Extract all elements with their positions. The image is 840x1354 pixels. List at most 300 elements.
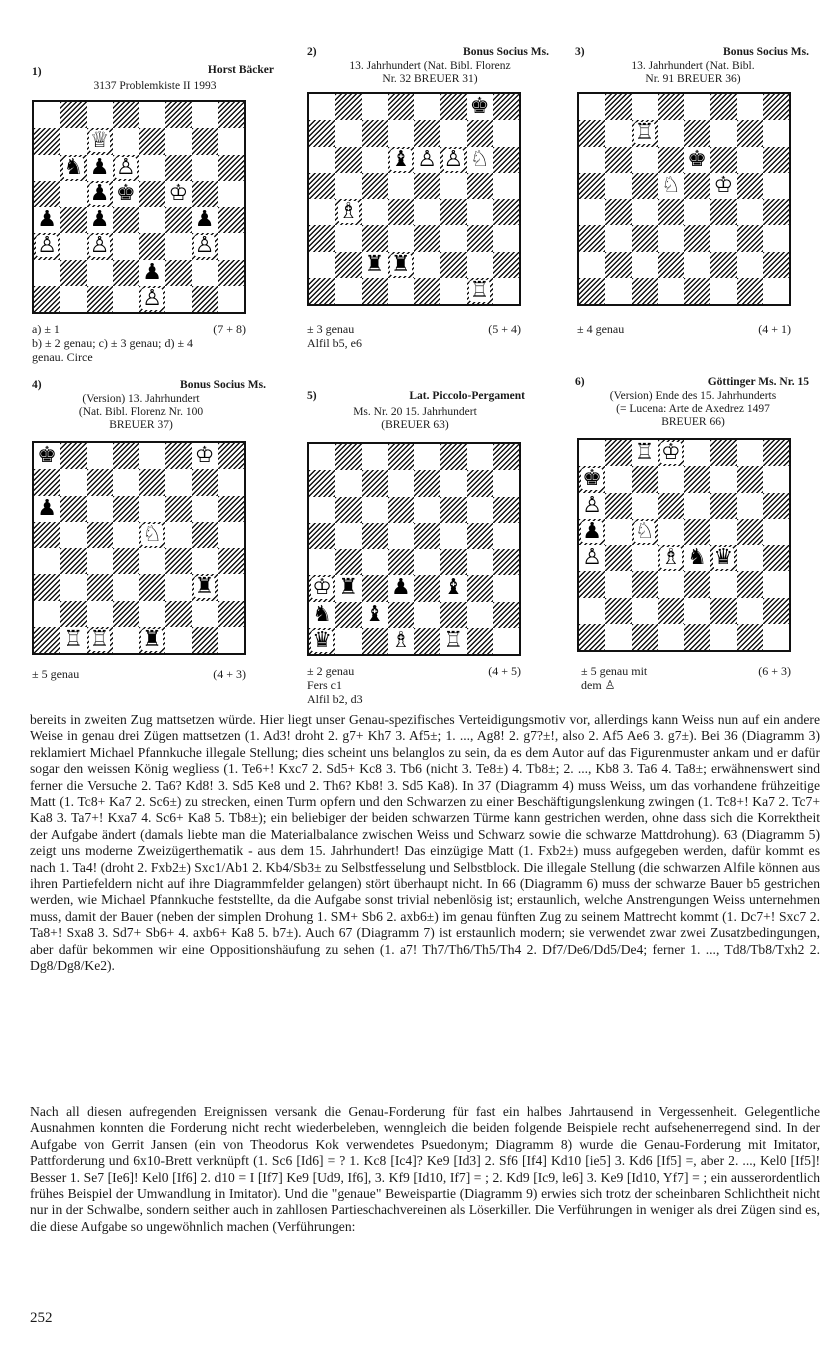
board-square [737, 173, 763, 199]
board-square [605, 493, 631, 519]
board-square [87, 128, 113, 154]
black-pawn-icon: ♟ [582, 518, 602, 544]
diagram-3 [573, 42, 823, 336]
board-square [309, 575, 335, 601]
stipulation: ± 2 genau [307, 664, 355, 678]
board-square [632, 519, 658, 545]
board-square [218, 260, 244, 286]
board-square [632, 545, 658, 571]
black-rook-icon: ♜ [194, 574, 215, 600]
board-square [139, 260, 165, 286]
board-square [579, 571, 605, 597]
diagram-number: 3) [575, 46, 585, 58]
board-square [467, 628, 493, 654]
board-square [388, 575, 414, 601]
board-square [440, 120, 466, 146]
board-square [87, 627, 113, 653]
board-square [335, 444, 361, 470]
diagram-source-line: Nr. 91 BREUER 36) [645, 73, 741, 85]
board-square [388, 628, 414, 654]
diagram-source-line: (Version) Ende des 15. Jahrhunderts [609, 390, 777, 402]
board-square [362, 147, 388, 173]
board-square [658, 94, 684, 120]
board-square [467, 575, 493, 601]
board-square [632, 466, 658, 492]
board-square [34, 128, 60, 154]
board-square [684, 252, 710, 278]
board-square [192, 443, 218, 469]
board-square [113, 548, 139, 574]
diagram-6 [573, 372, 823, 692]
board-square [440, 575, 466, 601]
board-square [605, 225, 631, 251]
board-square [763, 278, 789, 304]
board-square [218, 155, 244, 181]
board-square [763, 147, 789, 173]
board-square [165, 469, 191, 495]
board-square [192, 601, 218, 627]
board-square [165, 102, 191, 128]
board-square [684, 120, 710, 146]
board-square [60, 469, 86, 495]
black-knight-icon: ♞ [687, 545, 707, 571]
board-square [362, 602, 388, 628]
chess-board [307, 442, 521, 656]
board-square [414, 120, 440, 146]
black-king-icon: ♚ [37, 443, 57, 469]
board-square [440, 602, 466, 628]
board-square [710, 147, 736, 173]
white-pawn-icon: ♙ [582, 492, 602, 518]
board-square [113, 155, 139, 181]
diagram-caption [581, 664, 791, 692]
black-rook-icon: ♜ [142, 626, 162, 652]
board-square [60, 207, 86, 233]
board-square [737, 225, 763, 251]
piece-count: (7 + 8) [213, 322, 246, 336]
board-square [87, 522, 113, 548]
board-square [605, 519, 631, 545]
board-square [658, 571, 684, 597]
board-square [362, 278, 388, 304]
diagram-source-line: BREUER 66) [661, 416, 725, 428]
board-square [493, 628, 519, 654]
board-square [493, 575, 519, 601]
board-square [362, 470, 388, 496]
board-square [165, 181, 191, 207]
board-square [218, 207, 244, 233]
board-square [192, 128, 218, 154]
board-square [113, 102, 139, 128]
board-square [113, 522, 139, 548]
board-square [34, 496, 60, 522]
diagram-number: 5) [307, 390, 317, 402]
board-square [218, 522, 244, 548]
board-square [335, 523, 361, 549]
board-square [467, 225, 493, 251]
diagram-source-line: (BREUER 63) [381, 419, 449, 431]
board-square [362, 523, 388, 549]
board-square [60, 601, 86, 627]
board-square [763, 519, 789, 545]
board-square [605, 624, 631, 650]
board-square [113, 260, 139, 286]
board-square [605, 466, 631, 492]
board-square [737, 598, 763, 624]
board-square [139, 443, 165, 469]
board-square [658, 545, 684, 571]
board-square [710, 252, 736, 278]
board-square [414, 628, 440, 654]
board-square [440, 252, 466, 278]
board-square [493, 225, 519, 251]
board-square [440, 278, 466, 304]
board-square [113, 443, 139, 469]
board-square [440, 444, 466, 470]
board-square [605, 598, 631, 624]
board-square [388, 147, 414, 173]
board-square [737, 94, 763, 120]
board-square [763, 624, 789, 650]
board-square [113, 574, 139, 600]
diagram-source-line: BREUER 37) [109, 419, 173, 431]
board-square [467, 497, 493, 523]
board-square [684, 199, 710, 225]
board-square [579, 225, 605, 251]
board-square [309, 628, 335, 654]
board-square [362, 444, 388, 470]
board-square [710, 571, 736, 597]
board-square [737, 571, 763, 597]
white-pawn-icon: ♙ [443, 146, 464, 172]
board-square [388, 199, 414, 225]
board-square [414, 470, 440, 496]
board-square [218, 469, 244, 495]
black-king-icon: ♚ [469, 94, 490, 120]
board-square [113, 496, 139, 522]
board-square [192, 496, 218, 522]
white-bishop-icon: ♗ [391, 627, 411, 653]
board-square [684, 466, 710, 492]
board-square [737, 440, 763, 466]
board-square [763, 571, 789, 597]
diagram-number: 2) [307, 46, 317, 58]
board-square [309, 497, 335, 523]
diagram-source-line: 13. Jahrhundert (Nat. Bibl. [631, 60, 755, 72]
board-square [139, 181, 165, 207]
board-square [87, 469, 113, 495]
board-square [362, 120, 388, 146]
board-square [684, 598, 710, 624]
chess-board [577, 438, 791, 652]
board-square [684, 173, 710, 199]
board-square [710, 466, 736, 492]
board-square [440, 199, 466, 225]
page-number: 252 [30, 1310, 53, 1326]
board-square [414, 549, 440, 575]
board-square [362, 628, 388, 654]
white-rook-icon: ♖ [63, 626, 84, 652]
board-square [113, 128, 139, 154]
black-pawn-icon: ♟ [37, 495, 57, 521]
board-square [684, 493, 710, 519]
board-square [684, 147, 710, 173]
black-pawn-icon: ♟ [391, 575, 411, 601]
chess-board [307, 92, 521, 306]
board-square [34, 601, 60, 627]
board-square [388, 470, 414, 496]
stipulation: ± 5 genau [32, 667, 80, 681]
board-square [579, 519, 605, 545]
board-square [192, 207, 218, 233]
board-square [87, 102, 113, 128]
board-square [440, 94, 466, 120]
caption-extra: b) ± 2 genau; c) ± 3 genau; d) ± 4 [32, 336, 194, 350]
body-paragraph: Nach all diesen aufregenden Ereignissen versank die Genau-Forderung für fast ein halbes Jahrtausend in Vergessenheit. Gelegentliche Ausnahmen konnten die Forderung nicht recht wiederbeleben, wenngleich die beiden folgende Beispiele recht aufsehenerregend sind. In der Aufgabe von Gerrit Jansen (ein von Theodorus Kok verwendetes Psuedonym; Diagramm 8) wurde die Genau-Forderung mit Imitator, Pattforderung und 6x10-Brett verknüpft (1. Sc6 [Id6] = ? 1. Kc8 [Ic4]? Ke9 [Id3] 2. Sf6 [If4] Kd10 [ie5] 3. Kd6 [If5] =, aber 2. ..., Kel0 [If5]! Besser 1. Se7 [Ie6]! Kel0 [If6] 2. d10 = I [If7] Ke9 [Ud9, If6], 3. Kf9 [Id10, If7] = ; 2. Kd9 [Ic9, le6] 3. Ke9 [Id10, Yf7] = ; ein ausserordentlich frühes Beispiel der Umwandlung in Imitator). Und die "genaue" Beweispartie (Diagramm 9) erwies sich trotz der scheinbaren Schlichtheit nicht nur in der Schwalbe, sondern seither auch in zahllosen Partieschachvereinen als Löserkiller. Die Verführungen in weniger als drei Zügen sind es, die diese Aufgabe so ungewöhnlich machen (Verführungen: [30, 1104, 820, 1234]
board-square [165, 207, 191, 233]
board-square [632, 598, 658, 624]
board-square [414, 278, 440, 304]
diagram-author: Bonus Socius Ms. [180, 379, 266, 391]
board-square [658, 278, 684, 304]
white-pawn-icon: ♙ [37, 233, 57, 259]
board-square [414, 602, 440, 628]
board-square [218, 496, 244, 522]
piece-count: (6 + 3) [758, 664, 791, 678]
body-paragraph: bereits in zweiten Zug mattsetzen würde. Hier liegt unser Genau-spezifisches Verteidigungsmotiv vor, allerdings kann Weiss nun auf ein andere Weise in genau drei Zügen mattsetzen (1. Ad3! droht 2. g7+ Kh7 3. Af5±; 1. ..., Ag8! 2. g7?±!, also 2. Af5 Ae6 3. g7±). Bei 36 (Diagramm 3) reklamiert Michael Pfannkuche illegale Stellung; dies scheint uns belanglos zu sein, da es dem Autor auf das Figurenmuster ankam und er dafür sogar den weissen König wegliess (1. Te6+! Kxc7 2. Sd5+ Kc8 3. Tb6 (nicht 3. Te8±) 4. Tb8±; 2. ..., Kb8 3. Ta6 4. Ta8±; erwähnenswert sind ferner die Versuche 2. Ta6? Kd8! 3. Sd5 Ke8 und 2. Th6? Kb8! 3. Sd5 Ka8). In 37 (Diagramm 4) muss Weiss, um das vorhandene frühzeitige Matt (1. Tc8+ Ka7 2. Sc6±) zu strecken, einen Turm opfern und den Schwarzen zu einer Beschäftigungslenkung zwingen (1. Tc8+! Ka7 2. Tc7+ Ka8 3. Ta7+! Kxa7 4. Sc6+ Ka8 5. Tb8±); ein beliebiger der beiden schwarzen Türme kann gestrichen werden, ohne dass sich die Korrektheit der Aufgabe ändert (damals liebte man die Materialbalance zwischen Weiss und Schwarz sowie die schwarze Mattdrohung). 63 (Diagramm 5) zeigt uns moderne Zweizügerthematik - aus dem 15. Jahrhundert! Das einzügige Matt (1. Fxb2±) muss aufgegeben werden, dafür kommt es nach 1. Ta4! (droht 2. Fxb2±) Sxc1/Ab1 2. Kb4/Sb3± zu Selbstfesselung und Selbstblock. Die illegale Stellung (die schwarzen Alfile können aus ihren Partiefeldern nicht auf ihre Diagrammfelder gelangen) stört überhaupt nicht. In 66 (Diagramm 6) muss der schwarze Bauer b5 gestrichen werden, wie Michael Pfannkuche feststellte, da die Aufgabe sonst trivial nebenlösig ist; erstaunlich, welche Anstrengungen Weiss unternehmen muss, damit der Bauer (neben der simplen Drohung 1. SM+ Sb6 2. axb6±) im genau fünften Zug zu seinem Mattrecht kommt (1. Dc7+! Sxc7 2. Ta8+! Sxa8 3. Sd7+ Sb6+ 4. axb6+ Ka8 5. b7±). Auch 67 (Diagramm 7) ist erstaunlich modern; sie verwendet zwar zwei Zusatzbedingungen, aber dafür bekommen wir eine Oppositionshäufung zu sehen (1. a7! Th7/Th6/Th5/Th4 2. Df7/De6/Dd5/De4; ferner 1. ..., Td8/Tb8/Txh2 2. Dg8/Dg8/Ke2). [30, 712, 820, 974]
board-square [87, 181, 113, 207]
board-square [440, 470, 466, 496]
board-square [763, 225, 789, 251]
board-square [579, 545, 605, 571]
board-square [192, 548, 218, 574]
board-square [362, 199, 388, 225]
board-square [710, 173, 736, 199]
board-square [309, 147, 335, 173]
diagram-number: 4) [32, 379, 42, 391]
board-square [218, 548, 244, 574]
board-square [34, 260, 60, 286]
diagram-5 [305, 386, 555, 706]
board-square [388, 523, 414, 549]
black-pawn-icon: ♟ [89, 207, 110, 233]
board-square [440, 523, 466, 549]
board-square [710, 120, 736, 146]
board-square [165, 233, 191, 259]
white-rook-icon: ♖ [469, 277, 490, 303]
piece-count: (5 + 4) [488, 322, 521, 336]
board-square [87, 260, 113, 286]
board-square [605, 252, 631, 278]
board-square [737, 278, 763, 304]
board-square [579, 173, 605, 199]
board-square [658, 440, 684, 466]
chess-board [32, 441, 246, 655]
black-bishop-icon: ♝ [443, 575, 464, 601]
black-king-icon: ♚ [116, 180, 136, 206]
board-square [684, 278, 710, 304]
board-square [87, 548, 113, 574]
board-square [335, 278, 361, 304]
white-rook-icon: ♖ [89, 626, 110, 652]
diagram-2 [305, 42, 555, 350]
board-square [335, 602, 361, 628]
diagram-caption [32, 667, 246, 681]
board-square [493, 523, 519, 549]
board-square [579, 94, 605, 120]
white-king-icon: ♔ [194, 443, 215, 469]
caption-extra: dem ♙ [581, 678, 616, 692]
white-rook-icon: ♖ [634, 440, 655, 466]
board-square [684, 545, 710, 571]
board-square [60, 233, 86, 259]
board-square [632, 94, 658, 120]
white-queen-icon: ♕ [89, 128, 110, 154]
board-square [493, 444, 519, 470]
board-square [658, 598, 684, 624]
board-square [493, 602, 519, 628]
board-square [467, 173, 493, 199]
board-square [309, 602, 335, 628]
diagram-caption [32, 322, 246, 364]
board-square [658, 147, 684, 173]
board-square [139, 574, 165, 600]
board-square [440, 173, 466, 199]
board-square [493, 94, 519, 120]
board-square [710, 225, 736, 251]
board-square [710, 440, 736, 466]
board-square [763, 120, 789, 146]
board-square [414, 225, 440, 251]
white-knight-icon: ♘ [142, 521, 162, 547]
board-square [34, 286, 60, 312]
board-square [192, 181, 218, 207]
board-square [335, 497, 361, 523]
white-king-icon: ♔ [168, 180, 189, 206]
board-square [139, 522, 165, 548]
board-square [218, 443, 244, 469]
board-square [710, 598, 736, 624]
board-square [362, 497, 388, 523]
board-square [87, 574, 113, 600]
white-pawn-icon: ♙ [116, 154, 136, 180]
board-square [763, 545, 789, 571]
board-square [139, 286, 165, 312]
white-bishop-icon: ♗ [338, 199, 359, 225]
board-square [139, 233, 165, 259]
board-square [414, 523, 440, 549]
board-square [309, 94, 335, 120]
board-square [309, 173, 335, 199]
chess-board [577, 92, 791, 306]
board-square [309, 278, 335, 304]
board-square [632, 225, 658, 251]
board-square [467, 444, 493, 470]
board-square [139, 601, 165, 627]
board-square [388, 602, 414, 628]
board-square [763, 94, 789, 120]
board-square [710, 545, 736, 571]
board-square [139, 128, 165, 154]
diagram-source-line: 3137 Problemkiste II 1993 [93, 80, 217, 92]
board-square [362, 575, 388, 601]
board-square [737, 466, 763, 492]
board-square [684, 225, 710, 251]
board-square [737, 493, 763, 519]
board-square [763, 440, 789, 466]
board-square [737, 545, 763, 571]
board-square [440, 628, 466, 654]
white-knight-icon: ♘ [634, 518, 655, 544]
board-square [579, 440, 605, 466]
white-bishop-icon: ♗ [661, 545, 681, 571]
board-square [34, 548, 60, 574]
board-square [165, 496, 191, 522]
board-square [113, 469, 139, 495]
board-square [388, 173, 414, 199]
board-square [710, 199, 736, 225]
board-square [467, 94, 493, 120]
board-square [467, 523, 493, 549]
board-square [388, 94, 414, 120]
board-square [218, 233, 244, 259]
board-square [493, 120, 519, 146]
board-square [165, 260, 191, 286]
board-square [34, 155, 60, 181]
board-square [414, 199, 440, 225]
board-square [605, 94, 631, 120]
board-square [605, 199, 631, 225]
white-pawn-icon: ♙ [142, 285, 162, 311]
board-square [34, 207, 60, 233]
board-square [113, 233, 139, 259]
white-pawn-icon: ♙ [582, 545, 602, 571]
white-knight-icon: ♘ [469, 146, 490, 172]
board-square [605, 278, 631, 304]
board-square [467, 147, 493, 173]
diagram-number: 1) [32, 66, 42, 78]
board-square [87, 233, 113, 259]
board-square [605, 440, 631, 466]
board-square [335, 225, 361, 251]
board-square [467, 549, 493, 575]
board-square [87, 286, 113, 312]
board-square [87, 155, 113, 181]
diagram-source-line: (Nat. Bibl. Florenz Nr. 100 [78, 406, 204, 418]
board-square [139, 207, 165, 233]
board-square [388, 225, 414, 251]
board-square [34, 574, 60, 600]
board-square [309, 199, 335, 225]
diagram-source-line: (Version) 13. Jahrhundert [82, 393, 200, 405]
white-pawn-icon: ♙ [89, 233, 110, 259]
board-square [192, 233, 218, 259]
board-square [60, 155, 86, 181]
board-square [362, 94, 388, 120]
board-square [388, 549, 414, 575]
board-square [309, 444, 335, 470]
board-square [658, 225, 684, 251]
board-square [218, 181, 244, 207]
board-square [737, 120, 763, 146]
caption-extra: genau. Circe [32, 350, 93, 364]
board-square [192, 260, 218, 286]
board-square [467, 470, 493, 496]
board-square [467, 120, 493, 146]
stipulation: ± 4 genau [577, 322, 625, 336]
diagram-author: Bonus Socius Ms. [463, 46, 549, 58]
board-square [493, 199, 519, 225]
